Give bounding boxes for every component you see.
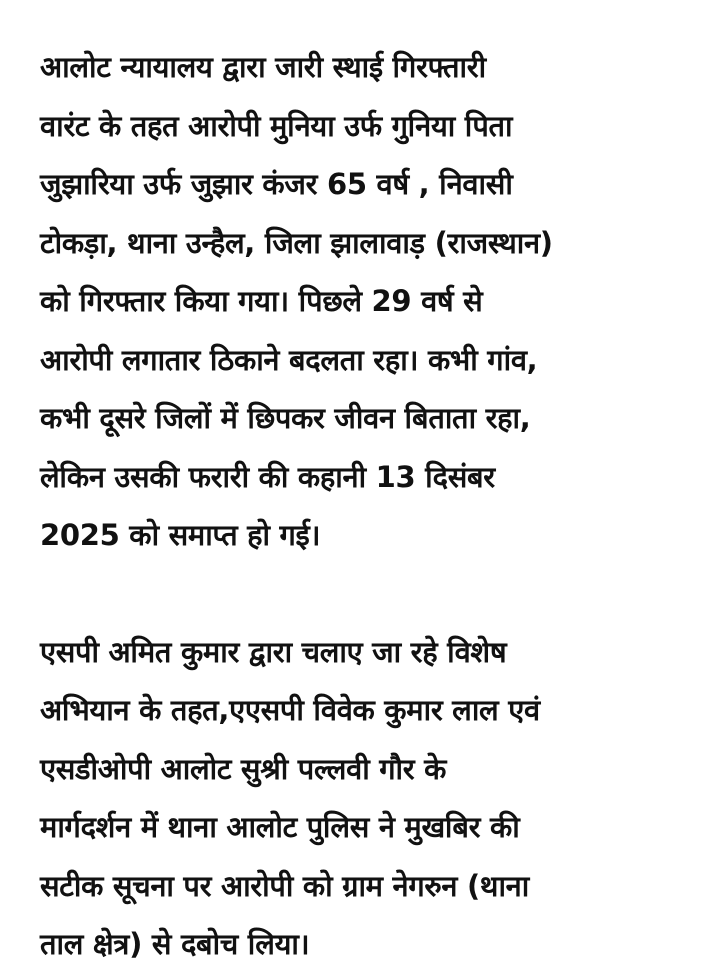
text-line: ताल क्षेत्र) से दबोच लिया। (40, 927, 310, 961)
text-line: कभी दूसरे जिलों में छिपकर जीवन बिताता रहा, (40, 401, 531, 435)
article-body (40, 38, 700, 974)
text-line: अभियान के तहत,एएसपी विवेक कुमार लाल एवं (40, 693, 540, 727)
text-line: एसडीओपी आलोट सुश्री पल्लवी गौर के (40, 751, 447, 786)
text-line: एसपी अमित कुमार द्वारा चलाए जा रहे विशेष (40, 634, 507, 669)
paragraph-arrest-warrant (40, 38, 700, 565)
text-line: टोकड़ा, थाना उन्हैल, जिला झालावाड़ (राजस्थान) (40, 225, 553, 260)
text-line: वारंट के तहत आरोपी मुनिया उर्फ गुनिया पिता (40, 108, 513, 143)
text-line: को गिरफ्तार किया गया। पिछले 29 वर्ष से (40, 284, 483, 318)
text-line: मार्गदर्शन में थाना आलोट पुलिस ने मुखबिर की (40, 810, 520, 844)
text-line: आरोपी लगातार ठिकाने बदलता रहा। कभी गांव, (40, 342, 538, 377)
text-line: 2025 को समाप्त हो गई। (40, 518, 321, 552)
text-line: जुझारिया उर्फ जुझार कंजर 65 वर्ष , निवासी (40, 167, 513, 201)
text-line: सटीक सूचना पर आरोपी को ग्राम नेगरुन (थाना (40, 868, 529, 903)
text-line: आलोट न्यायालय द्वारा जारी स्थाई गिरफ्तारी (40, 50, 486, 84)
paragraph-spacer (40, 565, 700, 623)
paragraph-police-operation (40, 623, 700, 974)
text-line: लेकिन उसकी फरारी की कहानी 13 दिसंबर (40, 459, 495, 494)
